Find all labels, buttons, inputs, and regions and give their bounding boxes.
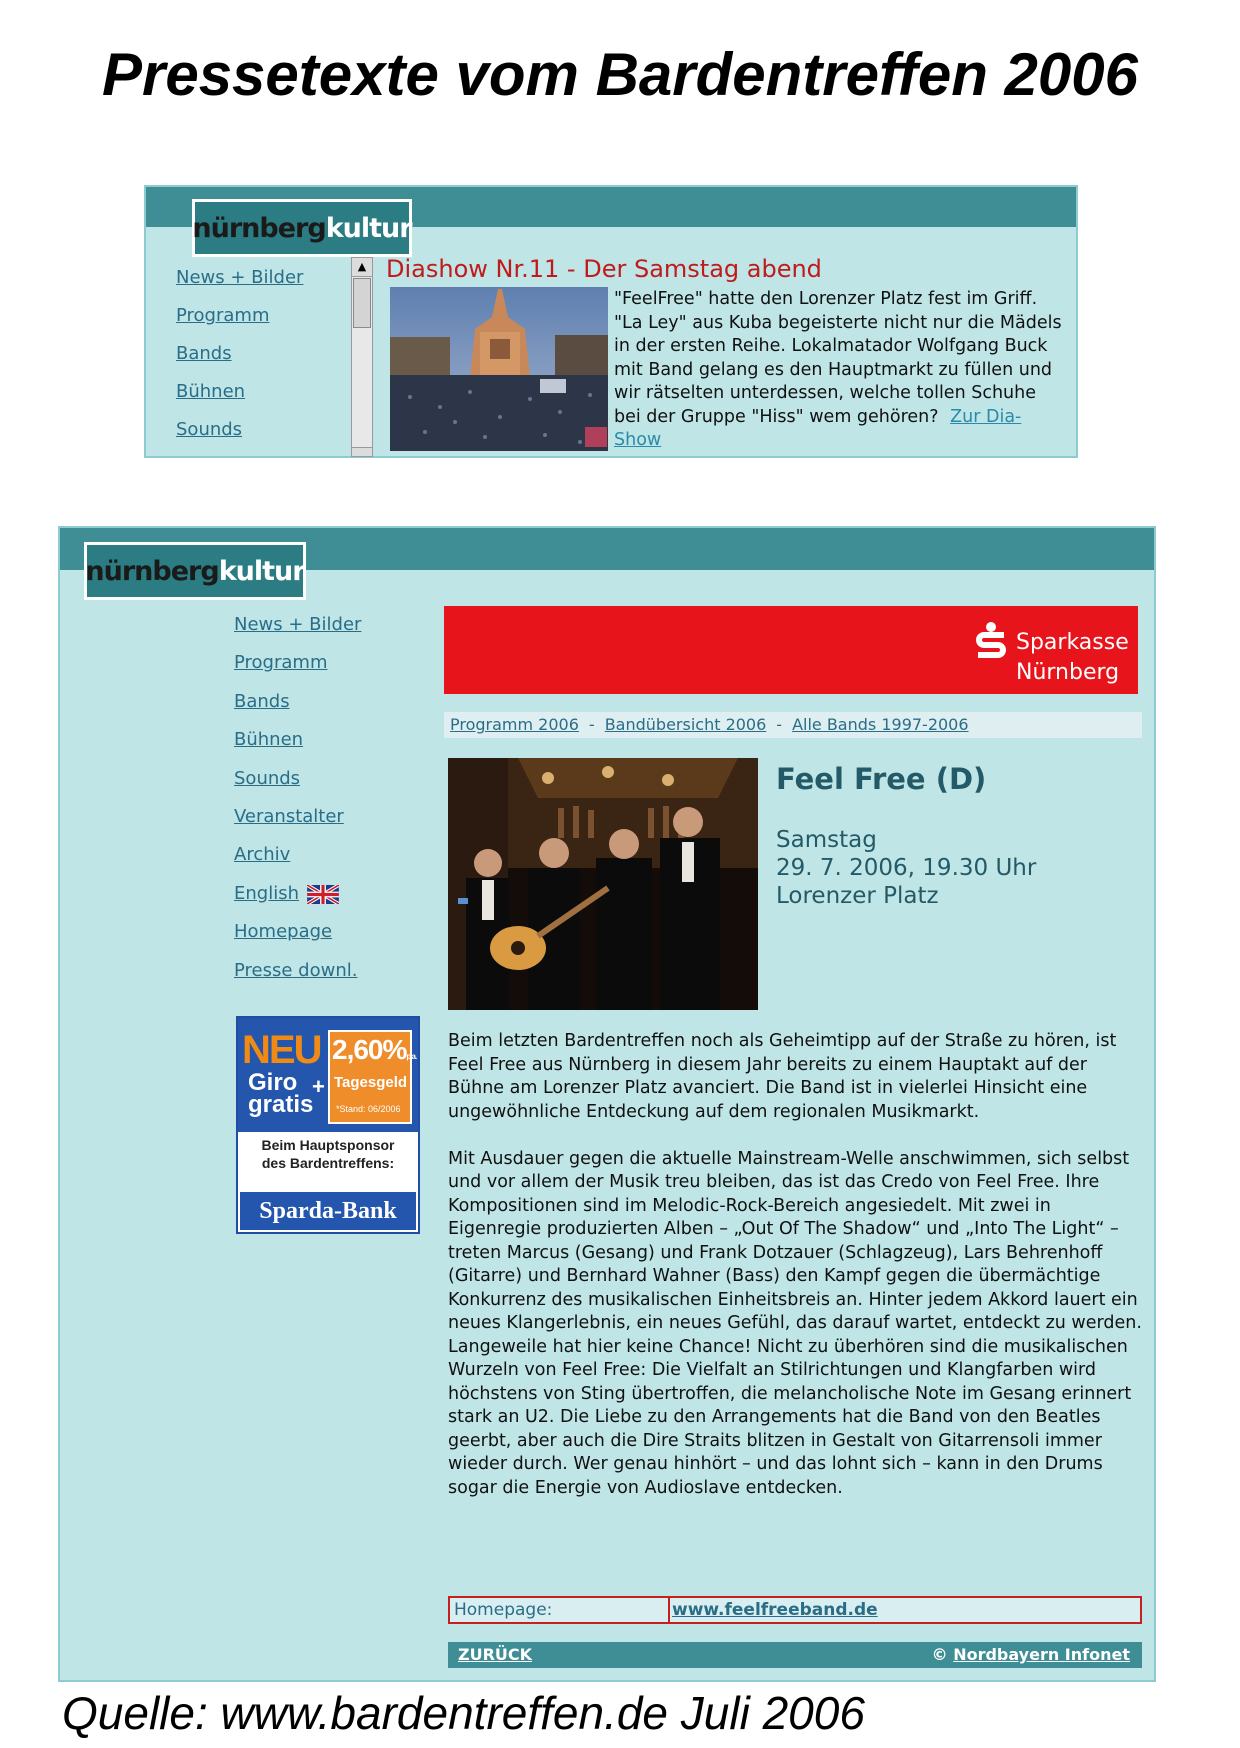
breadcrumb-separator: -	[776, 715, 783, 734]
nav-programm[interactable]	[234, 652, 361, 690]
nav-label: Homepage	[234, 921, 333, 943]
ad-sponsor-text	[238, 1136, 418, 1172]
page-title: Pressetexte vom Bardentreffen 2006	[101, 41, 1139, 108]
breadcrumb-banduebersicht-2006[interactable]: Bandübersicht 2006	[604, 715, 767, 734]
sparkasse-name	[1016, 628, 1129, 688]
scroll-thumb[interactable]	[353, 278, 371, 328]
scroll-up-arrow-icon[interactable]: ▲	[352, 258, 372, 277]
nav-veranstalter[interactable]	[234, 806, 361, 844]
ad-gratis: gratis	[248, 1091, 314, 1118]
dia-show-link[interactable]: Zur Dia-Show	[614, 406, 1022, 450]
ad-stand: *Stand: 06/2006	[336, 1104, 401, 1114]
nav-label: Veranstalter	[234, 805, 344, 827]
nav-homepage[interactable]	[234, 921, 361, 959]
ad-tagesgeld: Tagesgeld	[334, 1074, 408, 1091]
nav-buehnen[interactable]	[234, 729, 361, 767]
sparkasse-banner[interactable]	[444, 606, 1138, 694]
sparkasse-line1: Sparkasse	[1016, 630, 1129, 655]
homepage-row	[448, 1596, 1142, 1624]
nuernbergkultur-logo[interactable]	[192, 199, 412, 257]
sparkasse-line2: Nürnberg	[1016, 660, 1120, 685]
breadcrumb-alle-bands[interactable]: Alle Bands 1997-2006	[792, 715, 969, 734]
ad-sponsor-line1: Beim Hauptsponsor	[261, 1137, 395, 1153]
nav-archiv[interactable]	[234, 844, 361, 882]
ad-rate	[332, 1034, 416, 1066]
band-photo	[448, 758, 758, 1010]
nuernbergkultur-logo[interactable]	[84, 542, 306, 600]
nav-news-bilder[interactable]: News + Bilder	[176, 267, 304, 288]
copyright-link[interactable]: Nordbayern Infonet	[953, 1645, 1130, 1664]
nav-label: News + Bilder	[234, 614, 362, 635]
teaser-text: "FeelFree" hatte den Lorenzer Platz fest im Griff. "La Ley" aus Kuba begeisterte nicht nur die Mädels in der ersten Reihe. Lokalmatador Wolfgang Buck mit Band gelang es den Hauptmarkt zu füllen und wir rätselten unterdessen, welche tollen Schuhe bei der Gruppe "Hiss" wem gehören?	[614, 289, 1062, 427]
event-day: Samstag	[776, 827, 877, 853]
diashow-teaser	[614, 288, 1064, 453]
nav-programm[interactable]: Programm	[176, 305, 270, 326]
logo-part-kultur: kultur	[218, 555, 305, 587]
ad-rate-box	[328, 1030, 417, 1124]
nav-label: Bands	[234, 690, 290, 712]
ad-plus: +	[312, 1074, 325, 1099]
homepage-label: Homepage:	[454, 1600, 553, 1620]
nav-label: English	[234, 882, 299, 904]
event-info	[776, 826, 1036, 910]
nav-bands[interactable]	[234, 691, 361, 729]
nav-news-bilder[interactable]	[234, 614, 361, 652]
sidebar-nav	[234, 614, 361, 998]
ad-neu: NEU	[242, 1028, 321, 1072]
ad-rate-value: 2,60%	[332, 1034, 407, 1065]
nav-english[interactable]	[234, 883, 361, 921]
sparkasse-s-icon	[974, 621, 1008, 661]
ad-giro: Giro	[248, 1069, 298, 1096]
back-link[interactable]: ZURÜCK	[458, 1645, 533, 1664]
copyright	[932, 1642, 1130, 1668]
description-paragraph: Beim letzten Bardentreffen noch als Geheimtipp auf der Straße zu hören, ist Feel Free aus Nürnberg in diesem Jahr bereits zu einem Hauptakt auf der Bühne am Lorenzer Platz avanciert. Die Band ist in vielerlei Hinsicht eine ungewöhnliche Entdeckung auf dem regionalen Musikmarkt.	[448, 1031, 1117, 1122]
nuernbergkultur-band-page	[58, 526, 1156, 1682]
nuernbergkultur-news-panel	[144, 185, 1078, 458]
ad-bank-name: Sparda-Bank	[240, 1192, 416, 1230]
footer-bar	[448, 1642, 1142, 1668]
nav-label: Sounds	[234, 767, 301, 789]
breadcrumb-separator: -	[588, 715, 595, 734]
nav-label: Bühnen	[234, 729, 304, 751]
homepage-link[interactable]: www.feelfreeband.de	[672, 1600, 878, 1620]
band-name: Feel Free (D)	[776, 762, 987, 796]
nav-label: Programm	[234, 652, 328, 674]
diashow-headline[interactable]: Diashow Nr.11 - Der Samstag abend	[386, 255, 822, 283]
description-paragraph: Mit Ausdauer gegen die aktuelle Mainstream-Welle anschwimmen, sich selbst und vor allem der Musik treu bleiben, das ist das Credo von Feel Free. Ihre Kompositionen sind im Melodic-Rock-Bereich angesiedelt. Mit zwei in Eigenregie produzierten Alben – „Out Of The Shadow“ und „Into The Light“ – treten Marcus (Gesang) und Frank Dotzauer (Schlagzeug), Lars Behrenhoff (Gitarre) und Bernhard Wahner (Bass) den Kampf gegen die übermächtige Konkurrenz des musikalischen Einheitsbreis an. Hinter jedem Akkord lauert ein neues Klangerlebnis, ein neues Gefühl, das darauf wartet, entdeckt zu werden. Langeweile hat hier keine Chance! Nicht zu überhören sind die musikalischen Wurzeln von Feel Free: Die Vielfalt an Stilrichtungen und Klangfarben wird höchstens von Sting übertroffen, die melancholische Note im Gesang erinnert stark an U2. Die Liebe zu den Arrangements hat die Band von den Beatles geerbt, aber auch die Dire Straits blitzen in Gestalt von Gitarrensoli immer wieder durch. Wer genau hinhört – und das lohnt sich – kann in den Drums sogar die Energie von Audioslave entdecken.	[448, 1148, 1142, 1498]
nav-sounds[interactable]: Sounds	[176, 419, 243, 440]
event-venue: Lorenzer Platz	[776, 883, 939, 909]
nav-sounds[interactable]	[234, 768, 361, 806]
nav-label: Archiv	[234, 844, 291, 866]
sparda-bank-ad[interactable]	[236, 1016, 420, 1234]
ad-giro-gratis	[248, 1069, 314, 1118]
scrollbar[interactable]	[351, 257, 373, 457]
event-datetime: 29. 7. 2006, 19.30 Uhr	[776, 855, 1037, 881]
church-crowd-photo	[390, 287, 608, 451]
breadcrumb	[444, 712, 1142, 738]
band-description	[448, 1030, 1148, 1524]
nav-buehnen[interactable]: Bühnen	[176, 381, 246, 402]
breadcrumb-programm-2006[interactable]: Programm 2006	[450, 715, 579, 734]
sidebar-nav	[176, 267, 303, 457]
source-caption: Quelle: www.bardentreffen.de Juli 2006	[62, 1687, 865, 1739]
scroll-down-button[interactable]	[352, 447, 372, 456]
nav-presse-download[interactable]	[234, 960, 361, 998]
nav-label: Presse downl.	[234, 959, 358, 981]
ad-rate-suffix: p.a.	[406, 1052, 417, 1061]
ad-sponsor-line2: des Bardentreffens:	[261, 1155, 395, 1171]
uk-flag-icon	[307, 885, 339, 904]
logo-part-nuernberg: nürnberg	[192, 212, 326, 244]
copyright-symbol: ©	[931, 1645, 948, 1664]
logo-part-kultur: kultur	[325, 212, 412, 244]
ad-top-block	[238, 1018, 418, 1132]
nav-bands[interactable]: Bands	[176, 343, 232, 364]
homepage-divider	[668, 1598, 670, 1622]
logo-part-nuernberg: nürnberg	[85, 555, 219, 587]
